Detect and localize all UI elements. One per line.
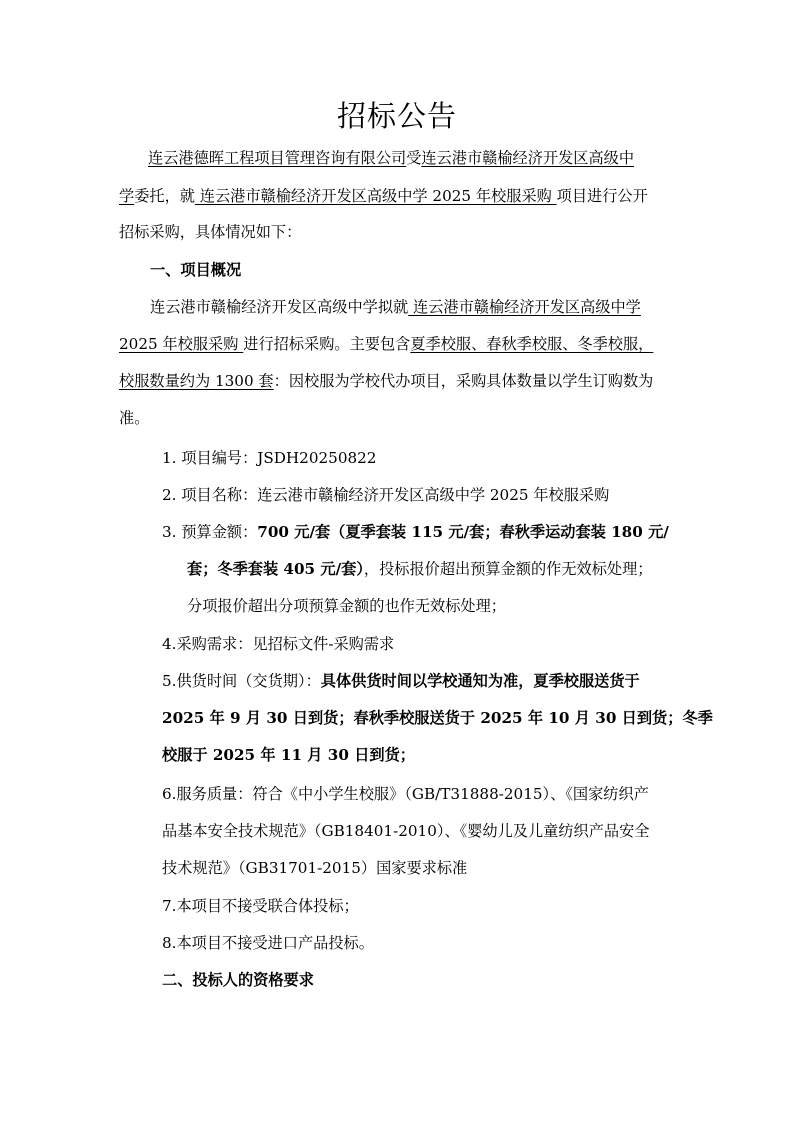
intro-text: 项目进行公开 [556,187,648,205]
item-project-name: 2. 项目名称：连云港市赣榆经济开发区高级中学 2025 年校服采购 [162,486,610,504]
delivery-text: 具体供货时间以学校通知为准，夏季校服送货于 [320,672,640,690]
item-project-number: 1. 项目编号：JSDH20250822 [162,449,377,467]
project-name: 连云港市赣榆经济开发区高级中学 2025 年校服采购 [194,187,557,205]
item-budget-line-1 [162,520,669,544]
item-delivery-line-3: 校服于 2025 年 11 月 30 日到货； [162,746,415,764]
client-name-end: 学 [119,187,135,205]
budget-note: ，投标报价超出预算金额的作无效标处理； [363,560,653,578]
budget-label: 3. 预算金额： [162,523,258,541]
budget-amount-cont: 套；冬季套装 405 元/套） [187,560,364,578]
item-delivery-line-1 [162,669,640,693]
overview-text: 连云港市赣榆经济开发区高级中学拟就 [150,298,409,316]
overview-text: 进行招标采购。主要包含 [243,335,411,353]
document-title: 招标公告 [336,99,457,133]
delivery-label: 5.供货时间（交货期）： [162,672,321,690]
item-quality-line-1: 6.服务质量：符合《中小学生校服》（GB/T31888-2015）、《国家纺织产 [162,785,649,803]
item-delivery-line-2: 2025 年 9 月 30 日到货；春秋季校服送货于 2025 年 10 月 30 日到货；冬季 [162,709,713,727]
item-no-consortium: 7.本项目不接受联合体投标； [162,897,359,915]
overview-line-2 [119,332,653,356]
intro-line-3: 招标采购，具体情况如下： [119,223,302,241]
intro-text: 委托，就 [134,187,195,205]
project-name-end: 2025 年校服采购 [119,335,244,353]
section-heading-2: 二、投标人的资格要求 [162,971,314,989]
overview-line-3 [119,369,653,393]
item-quality-line-3: 技术规范》（GB31701-2015）国家要求标准 [162,859,468,877]
uniform-types: 夏季校服、春秋季校服、冬季校服， [410,335,654,353]
client-name: 连云港市赣榆经济开发区高级中 [421,149,634,167]
item-budget-line-2 [187,557,652,581]
overview-text: ：因校服为学校代办项目，采购具体数量以学生订购数为 [273,372,654,390]
budget-amount: 700 元/套（夏季套装 115 元/套；春秋季运动套装 180 元/ [257,523,669,541]
intro-line-2 [119,184,648,208]
intro-line-1 [148,146,634,170]
overview-line-4: 准。 [119,409,150,427]
item-requirements: 4.采购需求：见招标文件-采购需求 [162,635,395,653]
section-heading-1: 一、项目概况 [150,261,242,279]
overview-line-1 [150,295,641,319]
intro-text: 受 [406,149,422,167]
uniform-quantity: 校服数量约为 1300 套 [119,372,274,390]
item-quality-line-2: 品基本安全技术规范》（GB18401-2010）、《婴幼儿及儿童纺织产品安全 [162,822,650,840]
item-budget-line-3: 分项报价超出分项预算金额的也作无效标处理； [187,597,506,615]
agent-name: 连云港德晖工程项目管理咨询有限公司 [148,149,407,167]
project-name: 连云港市赣榆经济开发区高级中学 [408,298,641,316]
item-no-import: 8.本项目不接受进口产品投标。 [162,934,374,952]
